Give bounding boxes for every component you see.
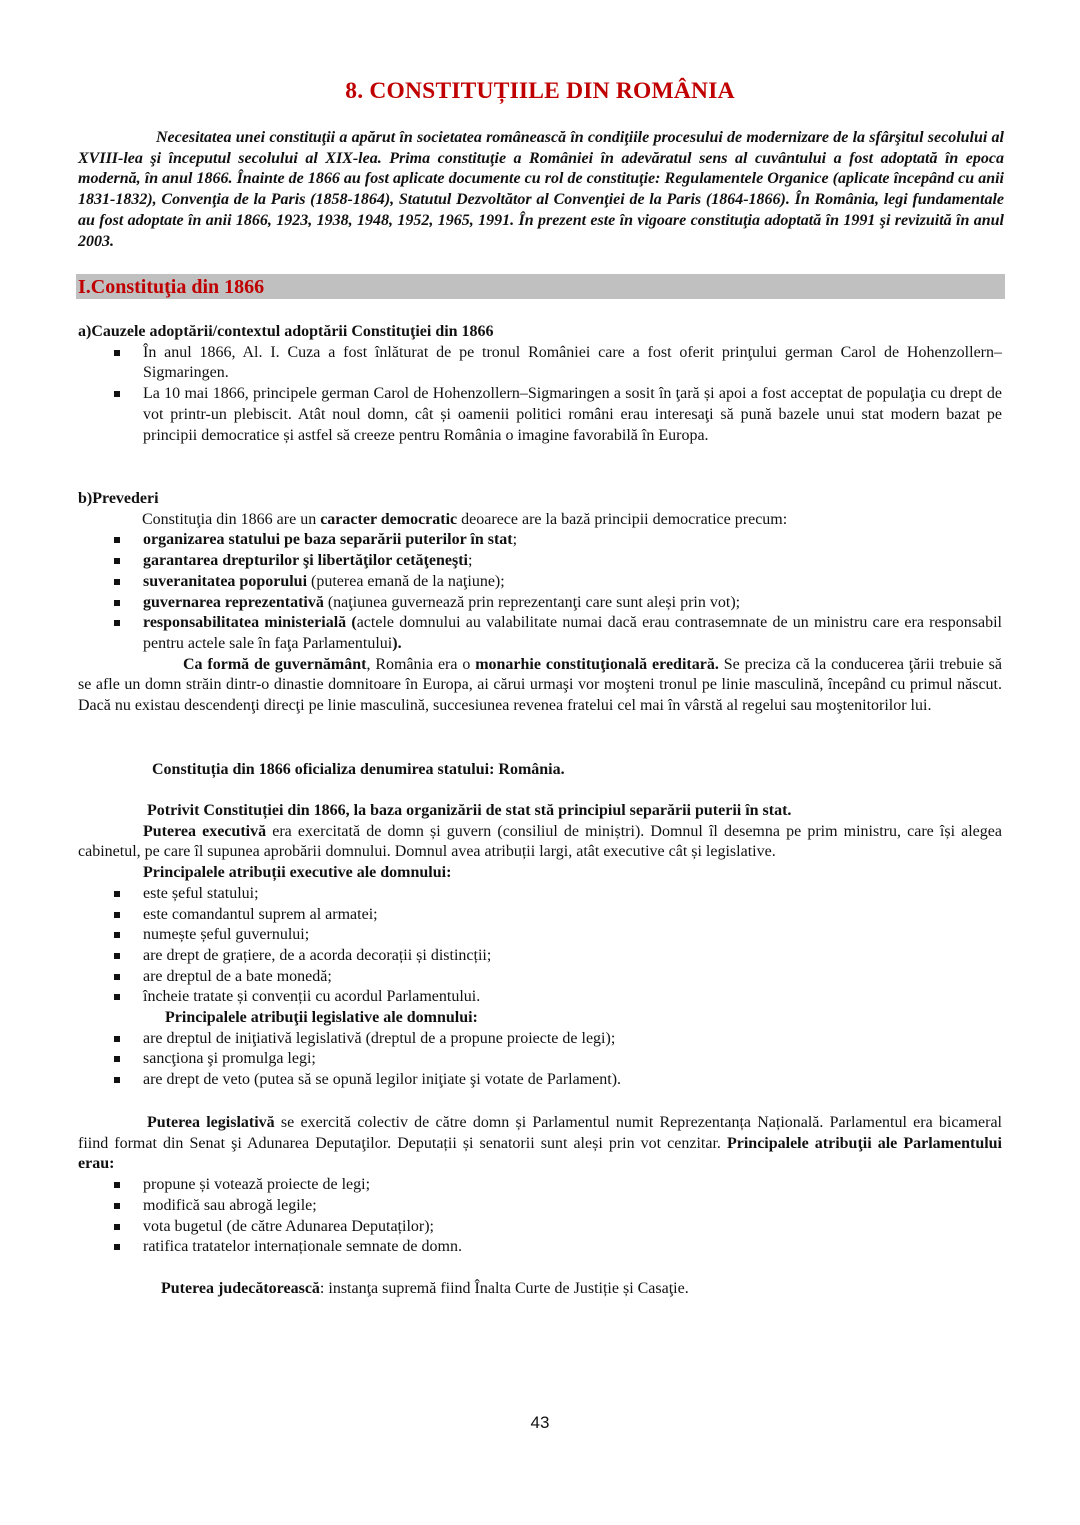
leg-attr-heading: Principalele atribuţii legislative ale domnului: <box>165 1009 478 1027</box>
subsection-a-heading: a)Cauzele adoptării/contextul adoptării Constituţiei din 1866 <box>78 323 494 340</box>
square-bullet-icon <box>114 1224 120 1230</box>
list-item: modifică sau abrogă legile; <box>78 1196 1002 1217</box>
page-number: 43 <box>530 1413 550 1432</box>
list-item: garantarea drepturilor şi libertăţilor cetăţeneşti; <box>78 551 1002 572</box>
square-bullet-icon <box>114 391 120 397</box>
section-heading-bar <box>76 274 1005 299</box>
democratic-lead: Constituţia din 1866 are un caracter democratic deoarece are la bază principii democratice precum: <box>142 510 788 528</box>
square-bullet-icon <box>114 600 120 606</box>
list-item: La 10 mai 1866, principele german Carol de Hohenzollern–Sigmaringen a sosit în ţară și apoi a fost acceptat de populaţia cu drept de vot printr-un plebiscit. Atât noul domn, cât și oamenii politici români erau interesaţi să pună bazele unui stat modern bazat pe principii democratice și astfel să creeze pentru România o imagine favorabilă în Europa. <box>78 384 1002 446</box>
square-bullet-icon <box>114 994 120 1000</box>
list-item: organizarea statului pe baza separării puterilor în stat; <box>78 530 1002 551</box>
list-item: responsabilitatea ministerială (actele domnului au valabilitate numai dacă erau contrasemnate de un ministru care era responsabil pentru actele sale în faţa Parlamentului). <box>78 613 1002 654</box>
square-bullet-icon <box>114 620 120 626</box>
subsection-b <box>78 489 1002 717</box>
square-bullet-icon <box>114 1077 120 1083</box>
square-bullet-icon <box>114 932 120 938</box>
square-bullet-icon <box>114 1244 120 1250</box>
list-item: este șeful statului; <box>78 884 1002 905</box>
square-bullet-icon <box>114 953 120 959</box>
page-title: 8. CONSTITUȚIILE DIN ROMÂNIA <box>345 78 735 104</box>
square-bullet-icon <box>114 579 120 585</box>
list-item: are drept de veto (putea să se opună legilor iniţiate şi votate de Parlament). <box>78 1070 1002 1091</box>
square-bullet-icon <box>114 558 120 564</box>
parl-attr-list <box>78 1175 1002 1258</box>
list-item: sancţiona şi promulga legi; <box>78 1049 1002 1070</box>
principles-list <box>78 530 1002 654</box>
list-item: are dreptul de a bate monedă; <box>78 967 1002 988</box>
square-bullet-icon <box>114 891 120 897</box>
square-bullet-icon <box>114 1182 120 1188</box>
square-bullet-icon <box>114 1056 120 1062</box>
executive-paragraph: Puterea executivă era exercitată de domn și guvern (consiliul de miniștri). Domnul îl desemna pe prim ministru, care își alegea cabinetul, pe care îl supunea aprobării domnului. Domnul avea atribuții largi, atât executive cât și legislative. <box>78 822 1002 861</box>
causes-list <box>78 343 1002 447</box>
leg-attr-list <box>78 1029 1002 1091</box>
list-item: are drept de grațiere, de a acorda decorații și distincții; <box>78 946 1002 967</box>
square-bullet-icon <box>114 350 120 356</box>
intro-paragraph <box>78 128 1004 252</box>
section-heading: I.Constituţia din 1866 <box>78 276 265 298</box>
list-item: încheie tratate și convenții cu acordul Parlamentului. <box>78 987 1002 1008</box>
square-bullet-icon <box>114 1036 120 1042</box>
list-item: guvernarea reprezentativă (naţiunea guvernează prin reprezentanţi care sunt aleși prin vot); <box>78 593 1002 614</box>
legislative-section <box>78 1113 1002 1258</box>
square-bullet-icon <box>114 912 120 918</box>
exec-attr-list <box>78 884 1002 1008</box>
subsection-a <box>78 322 1002 446</box>
list-item: are dreptul de iniţiativă legislativă (dreptul de a propune proiecte de legi); <box>78 1029 1002 1050</box>
exec-attr-heading: Principalele atribuții executive ale domnului: <box>143 864 452 882</box>
square-bullet-icon <box>114 1203 120 1209</box>
intro-text: Necesitatea unei constituţii a apărut în societatea românească în condiţiile procesului de modernizare de la sfârşitul secolului al XVIII-lea şi începutul secolului al XIX-lea. Prima constituţie a României în adevăratul sens al cuvântului a fost adoptată în epoca modernă, în anul 1866. Înainte de 1866 au fost aplicate documente cu rol de constituţie: Regulamentele Organice (aplicate începând cu anii 1831-1832), Convenţia de la Paris (1858-1864), Statutul Dezvoltător al Convenţiei de la Paris (1864-1866). În România, legi fundamentale au fost adoptate în anii 1866, 1923, 1938, 1948, 1952, 1965, 1991. În prezent este în vigoare constituţia adoptată în 1991 şi revizuită în anul 2003. <box>78 129 1004 250</box>
government-form-paragraph: Ca formă de guvernământ, România era o monarhie constituţională ereditară. Se preciza că la conducerea ţării trebuie să se afle un domn străin dintr-o dinastie domnitoare în Europa, ai cărui urmaşi vor moşteni tronul pe linie masculină, începând cu primul născut. Dacă nu existau descendenţi direcţi pe linie masculină, succesiunea revenea fratelui cel mai în vârstă al regelui sau moştenitorilor lui. <box>78 655 1003 715</box>
list-item: ratifica tratatelor internaționale semnate de domn. <box>78 1237 1002 1258</box>
separation-statement: Potrivit Constituției din 1866, la baza organizării de stat stă principiul separării puterii în stat. <box>147 802 792 819</box>
list-item: numește șeful guvernului; <box>78 925 1002 946</box>
list-item: În anul 1866, Al. I. Cuza a fost înlăturat de pe tronul României care a fost oferit prinţului german Carol de Hohenzollern–Sigmaringen. <box>78 343 1002 384</box>
subsection-b-heading: b)Prevederi <box>78 490 159 507</box>
powers-section <box>78 801 1002 1091</box>
judicial-paragraph: Puterea judecătorească: instanţa supremă fiind Înalta Curte de Justiție și Casaţie. <box>161 1280 689 1297</box>
square-bullet-icon <box>114 974 120 980</box>
legislative-paragraph: Puterea legislativă se exercită colectiv de către domn și Parlamentul numit Reprezentanța Națională. Parlamentul era bicameral fiind format din Senat şi Adunarea Deputaţilor. Deputații și senatorii sunt aleși prin vot cenzitar. Principalele atribuţii ale Parlamentului erau: <box>78 1114 1003 1173</box>
square-bullet-icon <box>114 537 120 543</box>
official-name-statement: Constituția din 1866 oficializa denumirea statului: România. <box>152 761 565 778</box>
list-item: suveranitatea poporului (puterea emană de la naţiune); <box>78 572 1002 593</box>
list-item: propune și votează proiecte de legi; <box>78 1175 1002 1196</box>
list-item: este comandantul suprem al armatei; <box>78 905 1002 926</box>
list-item: vota bugetul (de către Adunarea Deputaților); <box>78 1217 1002 1238</box>
